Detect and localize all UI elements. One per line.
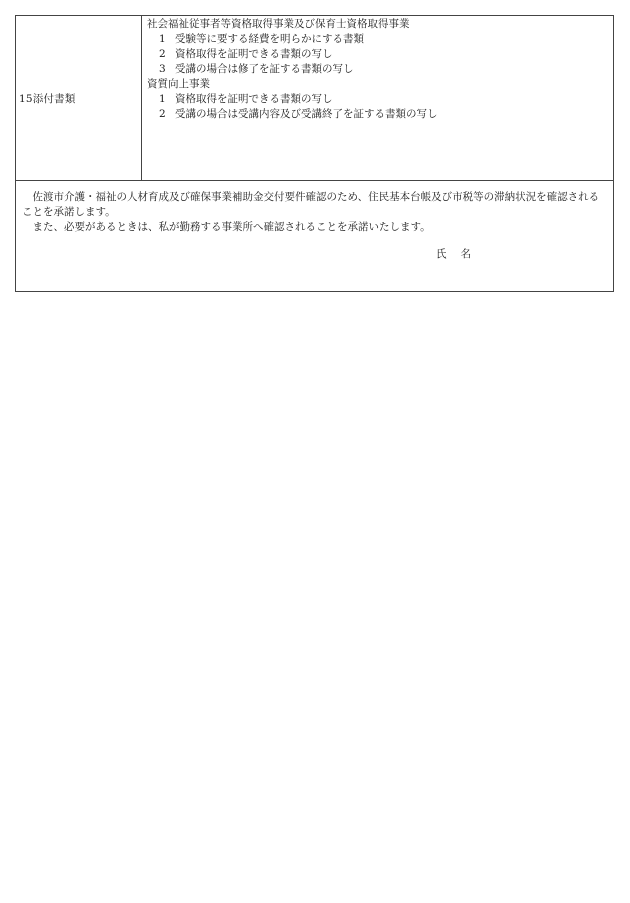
list-item [147, 62, 613, 77]
consent-paragraph-1: 佐渡市介護・福祉の人材育成及び確保事業補助金交付要件確認のため、住民基本台帳及び市税等の滞納状況を確認されることを承諾します。 [22, 191, 600, 218]
item-text: 受験等に要する経費を明らかにする書類 [175, 33, 364, 45]
consent-paragraph-2: また、必要があるときは、私が勤務する事業所へ確認されることを承諾いたします。 [32, 221, 431, 233]
item-number: 3 [159, 63, 166, 75]
item-number: 2 [159, 48, 166, 60]
item-number: 2 [159, 108, 166, 120]
item-text: 資格取得を証明できる書類の写し [175, 93, 333, 105]
item-text: 受講の場合は受講内容及び受講終了を証する書類の写し [175, 108, 438, 120]
item-text: 資格取得を証明できる書類の写し [175, 48, 333, 60]
attachment-consent-table [15, 15, 614, 292]
name-label: 氏名 [436, 248, 485, 260]
list-item [147, 107, 613, 122]
item-number: 1 [159, 93, 166, 105]
list-item [147, 32, 613, 47]
section-heading-qualification: 社会福祉従事者等資格取得事業及び保育士資格取得事業 [147, 18, 410, 30]
item-text: 受講の場合は修了を証する書類の写し [175, 63, 354, 75]
section-heading-improvement: 資質向上事業 [147, 78, 210, 90]
list-item [147, 47, 613, 62]
attachments-list [142, 16, 613, 180]
item-number: 1 [159, 33, 166, 45]
attachments-label: 15添付書類 [16, 16, 142, 180]
list-item [147, 92, 613, 107]
consent-row [16, 181, 613, 291]
attachments-row [16, 16, 613, 181]
